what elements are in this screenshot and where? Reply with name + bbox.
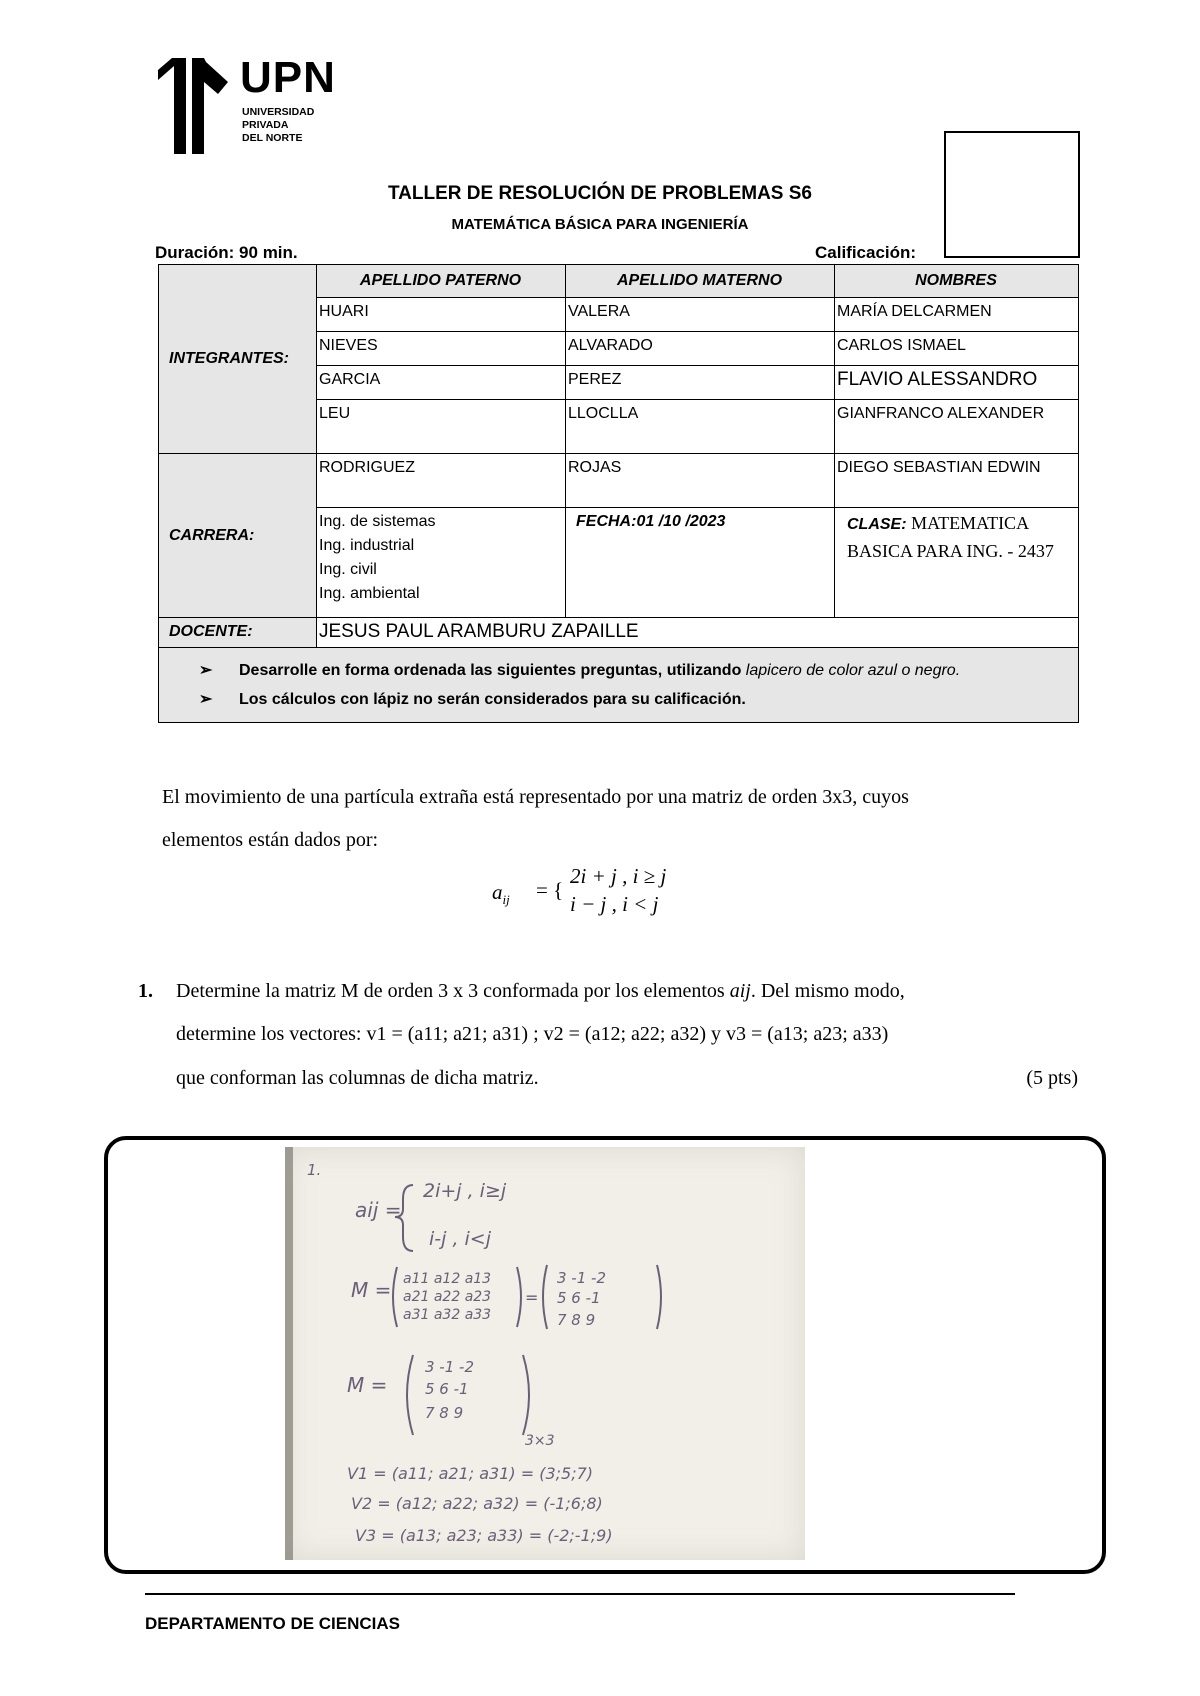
- cell-paterno: HUARI: [317, 298, 566, 332]
- page-subtitle: MATEMÁTICA BÁSICA PARA INGENIERÍA: [451, 216, 749, 233]
- svg-text:7 8 9: 7 8 9: [557, 1311, 596, 1329]
- integrantes-label: INTEGRANTES:: [159, 265, 317, 454]
- docente-value: JESUS PAUL ARAMBURU ZAPAILLE: [317, 618, 1079, 648]
- col-header-materno: APELLIDO MATERNO: [566, 265, 835, 298]
- grade-label: Calificación:: [815, 243, 917, 262]
- intro-line-1: El movimiento de una partícula extraña está representado por una matriz de orden 3x3, cuyos: [162, 786, 909, 808]
- hw-m2-label: M =: [347, 1373, 388, 1397]
- instruction-item: ➢ Desarrolle en forma ordenada las siguientes preguntas, utilizando lapicero de color azul o negro.: [199, 656, 1068, 685]
- cell-nombres: GIANFRANCO ALEXANDER: [835, 400, 1079, 454]
- svg-text:3 -1 -2: 3 -1 -2: [425, 1358, 474, 1376]
- cell-paterno: GARCIA: [317, 366, 566, 400]
- svg-text:a21 a22 a23: a21 a22 a23: [403, 1289, 492, 1305]
- question-number: 1.: [138, 980, 153, 1002]
- table-row: [159, 454, 1079, 508]
- piecewise-formula: $a_{ij}$ = { 2i + j , i ≥ j i − j , i < j: [492, 864, 667, 916]
- hw-aij: aij =: [355, 1198, 402, 1222]
- upn-logo-subtitle: UNIVERSIDAD PRIVADA DEL NORTE: [242, 106, 315, 144]
- instructions: [159, 648, 1079, 723]
- handwritten-answer-drawing: [285, 1147, 805, 1560]
- clase-field: CLASE: MATEMATICA BASICA PARA ING. - 2437: [835, 508, 1079, 618]
- arrow-bullet-icon: ➢: [199, 662, 213, 679]
- question-line-3: que conforman las columnas de dicha matriz. (5 pts): [176, 1067, 1078, 1089]
- arrow-bullet-icon: ➢: [199, 691, 213, 708]
- col-header-paterno: APELLIDO PATERNO: [317, 265, 566, 298]
- duration-label: Duración: 90 min.: [155, 243, 298, 262]
- intro-line-2: elementos están dados por:: [162, 829, 379, 851]
- cell-materno: ROJAS: [566, 454, 835, 508]
- hw-v1: V1 = (a11; a21; a31) = (3;5;7): [347, 1464, 594, 1483]
- docente-label: DOCENTE:: [159, 618, 317, 648]
- cell-materno: VALERA: [566, 298, 835, 332]
- svg-text:3 -1 -2: 3 -1 -2: [557, 1269, 606, 1287]
- upn-logo-mark: [158, 58, 228, 154]
- cell-paterno: LEU: [317, 400, 566, 454]
- svg-text:7 8 9: 7 8 9: [425, 1404, 464, 1422]
- svg-text:a11 a12 a13: a11 a12 a13: [403, 1271, 492, 1287]
- hw-v2: V2 = (a12; a22; a32) = (-1;6;8): [351, 1494, 603, 1513]
- carrera-label: CARRERA:: [159, 454, 317, 618]
- instruction-item: ➢ Los cálculos con lápiz no serán considerados para su calificación.: [199, 685, 1068, 714]
- cell-nombres: CARLOS ISMAEL: [835, 332, 1079, 366]
- question-line-1: Determine la matriz M de orden 3 x 3 conformada por los elementos aij. Del mismo modo,: [176, 980, 905, 1002]
- fecha-field: FECHA:01 /10 /2023: [566, 508, 835, 618]
- footer-divider: [145, 1593, 1015, 1595]
- svg-text:5 6 -1: 5 6 -1: [557, 1289, 601, 1307]
- upn-logo-text: UPN: [240, 53, 336, 102]
- cell-paterno: RODRIGUEZ: [317, 454, 566, 508]
- student-info-table: [158, 264, 1079, 723]
- cell-materno: PEREZ: [566, 366, 835, 400]
- svg-text:5 6 -1: 5 6 -1: [425, 1380, 469, 1398]
- hw-v3: V3 = (a13; a23; a33) = (-2;-1;9): [355, 1526, 613, 1545]
- carrera-list: Ing. de sistemas Ing. industrial Ing. civil Ing. ambiental: [317, 508, 566, 618]
- footer-department: DEPARTAMENTO DE CIENCIAS: [145, 1614, 401, 1633]
- hw-case1: 2i+j , i≥j: [423, 1180, 507, 1202]
- hw-number: 1.: [307, 1161, 322, 1179]
- question-points: (5 pts): [1026, 1067, 1078, 1089]
- col-header-nombres: NOMBRES: [835, 265, 1079, 298]
- cell-materno: ALVARADO: [566, 332, 835, 366]
- cell-materno: LLOCLLA: [566, 400, 835, 454]
- cell-paterno: NIEVES: [317, 332, 566, 366]
- svg-text:a31 a32 a33: a31 a32 a33: [403, 1307, 492, 1323]
- cell-nombres: DIEGO SEBASTIAN EDWIN: [835, 454, 1079, 508]
- page-title: TALLER DE RESOLUCIÓN DE PROBLEMAS S6: [387, 183, 812, 204]
- cell-nombres: FLAVIO ALESSANDRO: [835, 366, 1079, 400]
- svg-text:3×3: 3×3: [525, 1433, 555, 1449]
- cell-nombres: MARÍA DELCARMEN: [835, 298, 1079, 332]
- hw-case2: i-j , i<j: [429, 1228, 492, 1250]
- handwritten-answer-photo: [285, 1147, 805, 1560]
- hw-m-label: M =: [351, 1278, 392, 1302]
- question-line-2: determine los vectores: v1 = (a11; a21; a31) ; v2 = (a12; a22; a32) y v3 = (a13; a23; a33): [176, 1023, 889, 1045]
- svg-text:=: =: [525, 1288, 539, 1307]
